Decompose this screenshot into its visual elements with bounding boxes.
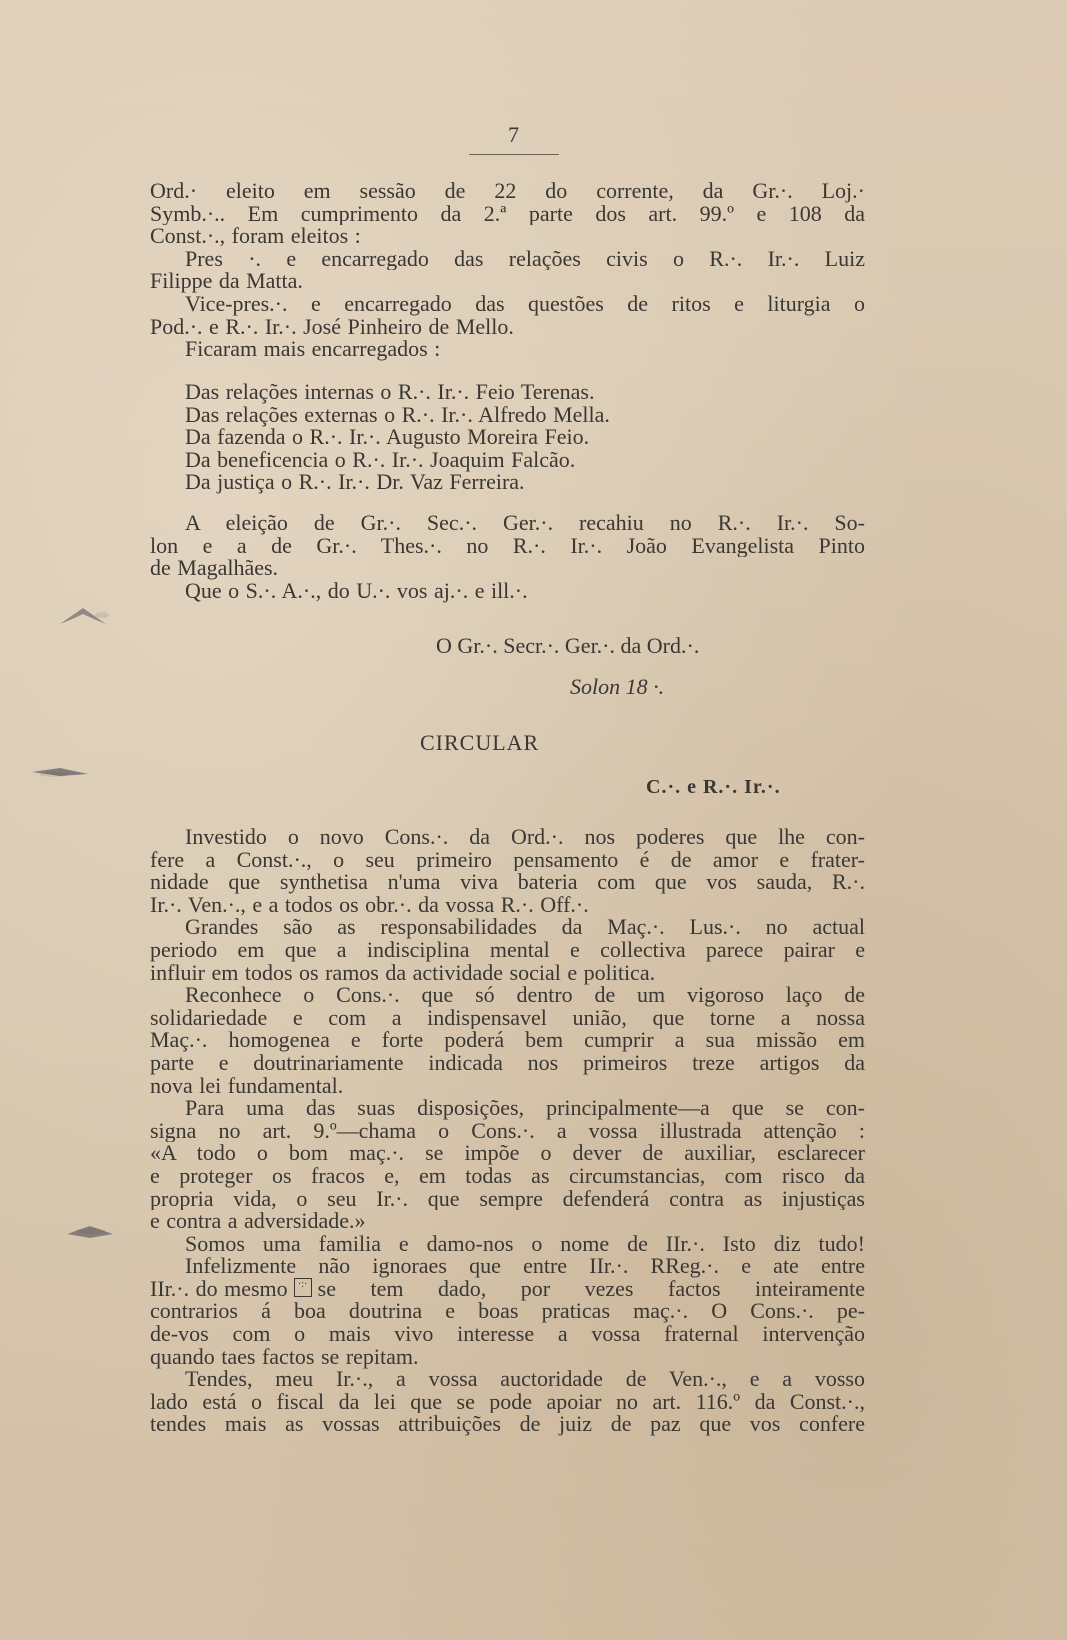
- text-line: de-vos com o mais vivo interesse a vossa fraternal intervenção: [150, 1323, 865, 1346]
- signature-name: Solon 18 ·.: [570, 674, 665, 699]
- list-item: Das relações externas o R.·. Ir.·. Alfredo Mella.: [185, 401, 610, 427]
- list-item: Da fazenda o R.·. Ir.·. Augusto Moreira Feio.: [185, 424, 590, 450]
- text-line: Para uma das suas disposições, principalmente—a que se con-: [185, 1097, 865, 1120]
- text-line: Pod.·. e R.·. Ir.·. José Pinheiro de Mello.: [150, 313, 514, 339]
- text-line: e proteger os fracos e, em todas as circumstancias, com risco da: [150, 1164, 865, 1188]
- text-line: A eleição de Gr.·. Sec.·. Ger.·. recahiu no R.·. Ir.·. So-: [185, 512, 865, 535]
- list-item: Das relações internas o R.·. Ir.·. Feio Terenas.: [185, 379, 595, 404]
- text-line: nidade que synthetisa n'uma viva bateria com que vos sauda, R.·.: [150, 871, 865, 894]
- binding-hole-mark: [30, 764, 90, 780]
- page-number-rule: [469, 154, 559, 155]
- election-report-block: [150, 180, 865, 361]
- list-item: Da beneficencia o R.·. Ir.·. Joaquim Falcão.: [185, 446, 576, 472]
- text-line: signa no art. 9.º—chama o Cons.·. a vossa illustrada attenção :: [150, 1119, 865, 1143]
- text-line: solidariedade e com a indispensavel união, que torne a nossa: [150, 1006, 865, 1030]
- election-block: [150, 512, 865, 602]
- text-line: Ficaram mais encarregados :: [185, 336, 441, 362]
- text-line: nova lei fundamental.: [150, 1072, 344, 1098]
- text-line: Que o S.·. A.·., do U.·. vos aj.·. e ill.·.: [185, 577, 528, 603]
- text-line-with-symbol: [150, 1275, 865, 1301]
- text-line: Pres ·. e encarregado das relações civis o R.·. Ir.·. Luiz: [185, 247, 865, 271]
- text-line: Investido o novo Cons.·. da Ord.·. nos poderes que lhe con-: [185, 826, 865, 849]
- lodge-box-symbol: ·:·: [294, 1278, 312, 1297]
- text-line: Vice-pres.·. e encarregado das questões de ritos e liturgia o: [185, 292, 865, 316]
- text-line: Filippe da Matta.: [150, 268, 303, 294]
- text-line: Tendes, meu Ir.·., a vossa auctoridade de Ven.·., e a vosso: [185, 1368, 865, 1391]
- page-number: 7: [508, 122, 520, 147]
- text-line: de Magalhães.: [150, 555, 279, 581]
- list-item: Da justiça o R.·. Ir.·. Dr. Vaz Ferreira.: [185, 469, 525, 495]
- text-line: propria vida, o seu Ir.·. que sempre defenderá contra as injustiças: [150, 1187, 865, 1211]
- text-line: Somos uma familia e damo-nos o nome de IIr.·. Isto diz tudo!: [185, 1232, 865, 1256]
- circular-body: [150, 826, 865, 1436]
- text-line: «A todo o bom maç.·. se impõe o dever de auxiliar, esclarecer: [150, 1142, 865, 1165]
- text-line: contrarios á boa doutrina e boas praticas maç.·. O Cons.·. pe-: [150, 1300, 865, 1324]
- text-line: lon e a de Gr.·. Thes.·. no R.·. Ir.·. João Evangelista Pinto: [150, 534, 865, 558]
- binding-hole-mark: [65, 1220, 115, 1244]
- text-line: Grandes são as responsabilidades da Maç.·. Lus.·. no actual: [185, 916, 865, 939]
- text-line: influir em todos os ramos da actividade social e politica.: [150, 959, 656, 985]
- text-line: Maç.·. homogenea e forte poderá bem cumprir a sua missão em: [150, 1029, 865, 1052]
- text-line: lado está o fiscal da lei que se pode apoiar no art. 116.º da Const.·.,: [150, 1390, 865, 1414]
- signature-title: O Gr.·. Secr.·. Ger.·. da Ord.·.: [436, 633, 700, 658]
- text-line: tendes mais as vossas attribuições de juiz de paz que vos confere: [150, 1413, 865, 1437]
- text-line: quando taes factos se repitam.: [150, 1343, 419, 1369]
- text-line: Infelizmente não ignoraes que entre IIr.·. RReg.·. e ate entre: [185, 1255, 865, 1278]
- text-line: Const.·., foram eleitos :: [150, 223, 361, 249]
- circular-heading: CIRCULAR: [420, 730, 540, 755]
- text-line: Ord.· eleito em sessão de 22 do corrente, da Gr.·. Loj.·: [150, 180, 865, 203]
- salutation: C.·. e R.·. Ir.·.: [646, 776, 781, 798]
- text-line: Ir.·. Ven.·., e a todos os obr.·. da vossa R.·. Off.·.: [150, 891, 589, 917]
- text-line: e contra a adversidade.»: [150, 1208, 366, 1234]
- text-line: Reconhece o Cons.·. que só dentro de um vigoroso laço de: [185, 984, 865, 1007]
- text-line: Symb.·.. Em cumprimento da 2.ª parte dos art. 99.º e 108 da: [150, 202, 865, 226]
- charges-list: [150, 381, 865, 494]
- text-fragment: IIr.·. do mesmo: [150, 1275, 288, 1301]
- text-line: fere a Const.·., o seu primeiro pensamento é de amor e frater-: [150, 848, 865, 872]
- binding-hole-mark: [58, 602, 108, 628]
- text-line: periodo em que a indisciplina mental e collectiva parece pairar e: [150, 938, 865, 962]
- text-fragment: se tem dado, por vezes factos inteiramente: [317, 1275, 865, 1301]
- text-line: parte e doutrinariamente indicada nos primeiros treze artigos da: [150, 1051, 865, 1075]
